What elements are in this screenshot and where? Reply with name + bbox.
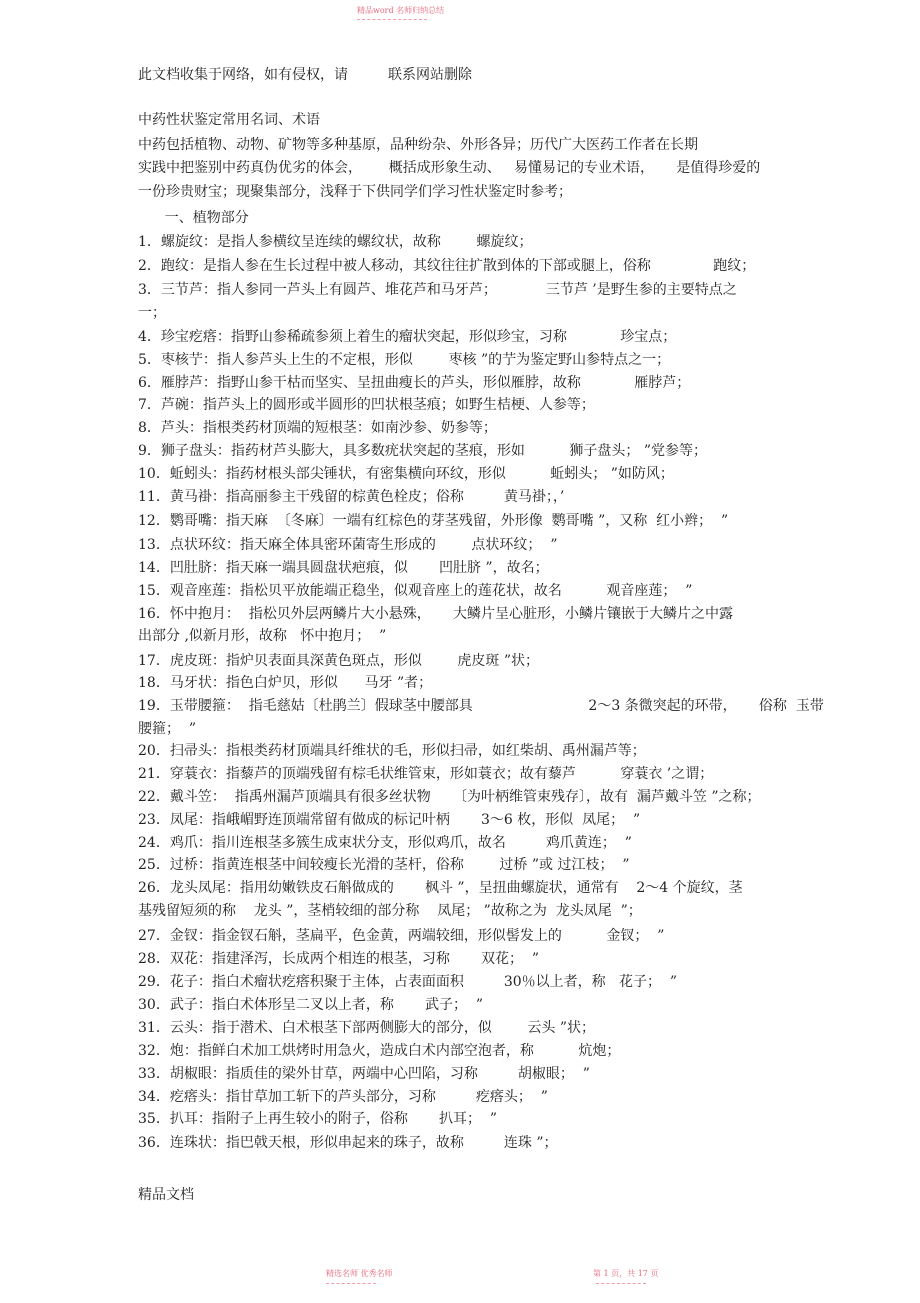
document-title: 中药性状鉴定常用名词、术语	[138, 112, 320, 128]
footer-center: 精选名师 优秀名师	[326, 1269, 393, 1278]
footer-doc-label: 精品文档	[138, 1187, 194, 1203]
term-line: 2．跑纹：是指人参在生长过程中被人移动，其纹往往扩散到体的下部或腿上，俗称 跑纹；	[138, 258, 756, 274]
term-line: 31．云头：指于潜术、白术根茎下部两侧膨大的部分，似 云头 ”状；	[138, 1020, 596, 1036]
term-line: 17．虎皮斑：指炉贝表面具深黄色斑点，形似 虎皮斑 ”状；	[138, 653, 540, 669]
term-line: 33．胡椒眼：指质佳的梁外甘草，两端中心凹陷，习称 胡椒眼； ”	[138, 1066, 590, 1082]
term-line: 34．疙瘩头：指甘草加工斩下的芦头部分，习称 疙瘩头； ”	[138, 1089, 548, 1105]
term-line: 9．狮子盘头：指药材芦头膨大，具多数疣状突起的茎痕，形如 狮子盘头； ”党参等；	[138, 443, 708, 459]
term-line: 7．芦碗：指芦头上的圆形或半圆形的凹状根茎痕；如野生桔梗、人参等；	[138, 397, 595, 413]
term-line: 24．鸡爪：指川连根茎多簇生成束状分支，形似鸡爪，故名 鸡爪黄连； ”	[138, 835, 632, 851]
intro-line: 中药包括植物、动物、矿物等多种基原，品种纷杂、外形各异；历代广大医药工作者在长期	[138, 137, 698, 153]
header-divider	[357, 19, 427, 20]
term-line: 35．扒耳：指附子上再生较小的附子，俗称 扒耳； ”	[138, 1111, 498, 1127]
footer-divider	[326, 1283, 376, 1284]
term-line: 32．炮：指鲜白术加工烘烤时用急火，造成白术内部空泡者，称 炕炮；	[138, 1043, 621, 1059]
term-line: 1．螺旋纹：是指人参横纹呈连续的螺纹状，故称 螺旋纹；	[138, 234, 533, 250]
section-heading: 一、植物部分	[138, 210, 249, 226]
term-line: 23．凤尾：指峨嵋野连顶端常留有做成的标记叶柄 3～6 枚，形似 凤尾； ”	[138, 812, 641, 828]
term-line: 25．过桥：指黄连根茎中间较瘦长光滑的茎杆，俗称 过桥 ”或 过江枝； ”	[138, 857, 630, 873]
term-line: 30．武子：指白术体形呈二叉以上者，称 武子； ”	[138, 997, 484, 1013]
term-line: 26．龙头凤尾：指用幼嫩铁皮石斛做成的 枫斗 ”，呈扭曲螺旋状，通常有 2～4 个旋纹，茎	[138, 880, 743, 896]
term-line: 基残留短须的称 龙头 ”，茎梢较细的部分称 凤尾； ”故称之为 龙头凤尾 ”；	[138, 903, 642, 919]
term-line: 36．连珠状：指巴戟天根，形似串起来的珠子，故称 连珠 ”；	[138, 1135, 558, 1151]
term-line: 8．芦头：指根类药材顶端的短根茎：如南沙参、奶参等；	[138, 420, 497, 436]
term-line: 15．观音座莲：指松贝平放能端正稳坐，似观音座上的莲花状，故名 观音座莲； ”	[138, 583, 693, 599]
intro-line: 实践中把鉴别中药真伪优劣的体会， 概括成形象生动、 易懂易记的专业术语， 是值得珍爱的	[138, 160, 761, 176]
notice-text: 此文档收集于网络，如有侵权，请 联系网站删除	[138, 67, 473, 83]
header-watermark: 精品word 名师归纳总结	[357, 6, 445, 15]
term-line: 27．金钗：指金钗石斛，茎扁平，色金黄，两端较细，形似髻发上的 金钗； ”	[138, 928, 665, 944]
term-line: 14．凹肚脐：指天麻一端具圆盘状疤痕，似 凹肚脐 ”，故名；	[138, 560, 549, 576]
page-number-divider	[596, 1283, 646, 1284]
term-line: 12．鹦哥嘴：指天麻 〔冬麻〕一端有红棕色的芽茎残留，外形像 鹦哥嘴 ”，又称 红小辫； ”	[138, 513, 729, 529]
term-line: 20．扫帚头：指根类药材顶端具纤维状的毛，形似扫帚，如红柴胡、禹州漏芦等；	[138, 743, 646, 759]
term-line: 11．黄马褂：指高丽参主干残留的棕黄色栓皮；俗称 黄马褂；，’	[138, 489, 565, 505]
term-line: 22．戴斗笠： 指禹州漏芦顶端具有很多丝状物 〔为叶柄维管束残存〕，故有 漏芦戴斗笠 ”之称；	[138, 789, 761, 805]
term-line: 3．三节芦：指人参同一芦头上有圆芦、堆花芦和马牙芦； 三节芦 ’是野生参的主要特点之	[138, 282, 737, 298]
page-number: 第 1 页，共 17 页	[593, 1269, 659, 1278]
term-line: 10．蚯蚓头：指药材根头部尖锤状，有密集横向环纹，形似 蚯蚓头； ”如防风；	[138, 466, 674, 482]
term-line: 16．怀中抱月： 指松贝外层两鳞片大小悬殊， 大鳞片呈心脏形，小鳞片镶嵌于大鳞片之中露	[138, 606, 733, 622]
term-line: 19．玉带腰箍： 指毛慈姑〔杜鹃兰〕假球茎中腰部具 2～3 条微突起的环带， 俗称 玉带	[138, 698, 824, 714]
term-line: 4．珍宝疙瘩：指野山参稀疏参须上着生的瘤状突起，形似珍宝，习称 珍宝点；	[138, 329, 677, 345]
term-line: 6．雁脖芦：指野山参干枯而坚实、呈扭曲瘦长的芦头，形似雁脖，故称 雁脖芦；	[138, 375, 691, 391]
term-line: 21．穿蓑衣：指藜芦的顶端残留有棕毛状维管束，形如蓑衣；故有藜芦 穿蓑衣 ’之谓；	[138, 766, 714, 782]
term-line: 5．枣核艼：指人参芦头上生的不定根，形似 枣核 ”的艼为鉴定野山参特点之一；	[138, 352, 671, 368]
term-line: 腰箍； ”	[138, 721, 197, 737]
term-line: 一；	[138, 305, 166, 321]
term-line: 29．花子：指白术瘤状疙瘩积聚于主体，占表面面积 30％以上者，称 花子； ”	[138, 974, 678, 990]
term-line: 13．点状环纹：指天麻全体具密环菌寄生形成的 点状环纹； ”	[138, 537, 558, 553]
term-line: 18．马牙状：指色白炉贝，形似 马牙 ”者；	[138, 675, 433, 691]
term-line: 出部分 ,似新月形，故称 怀中抱月； ”	[138, 628, 387, 644]
intro-line: 一份珍贵财宝；现聚集部分，浅释于下供同学们学习性状鉴定时参考；	[138, 184, 572, 200]
term-line: 28．双花：指建泽泻，长成两个相连的根茎，习称 双花； ”	[138, 951, 540, 967]
